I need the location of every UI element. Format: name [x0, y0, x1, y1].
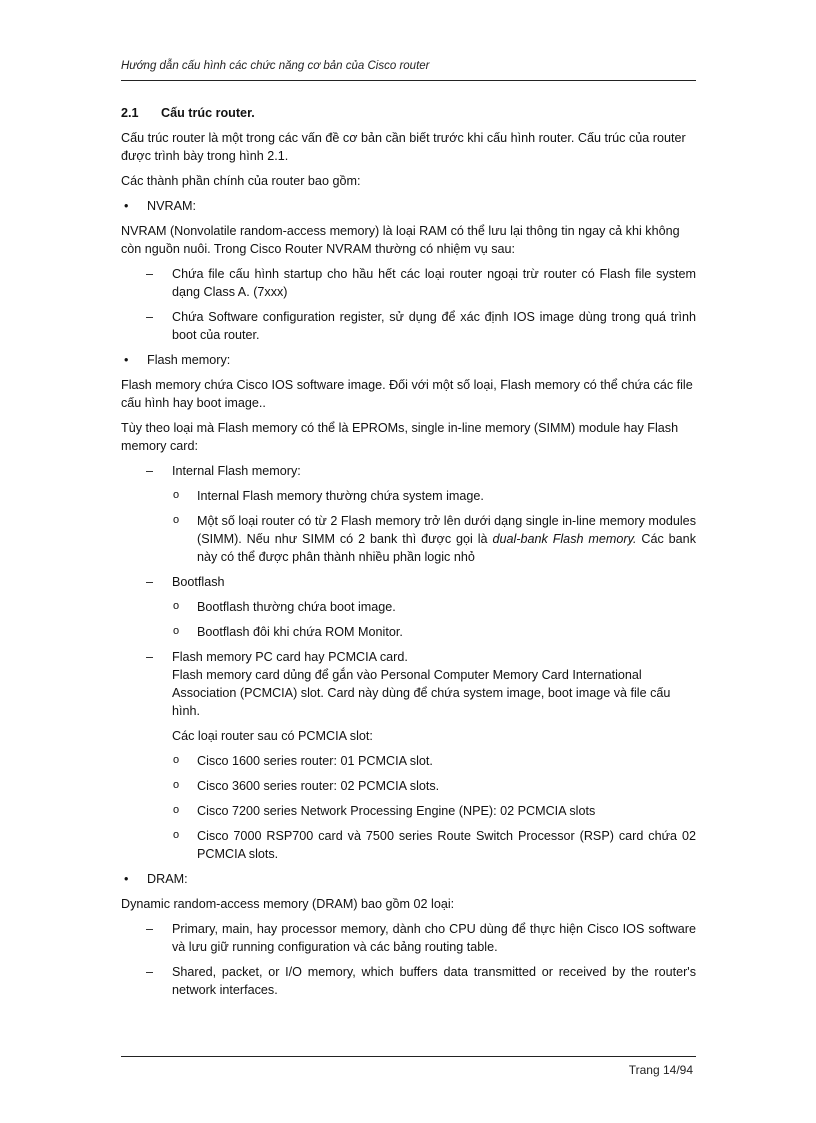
pcmcia-desc: Flash memory card dủng để gắn vào Personal Computer Memory Card International Association (PCMCIA) slot. Card này dùng để chứa system image, boot image và file cấu hình. — [172, 668, 671, 718]
pcmcia-item: o Cisco 3600 series router: 02 PCMCIA slots. — [121, 777, 696, 795]
internal-flash-item: o Internal Flash memory thường chứa system image. — [121, 487, 696, 505]
bullet-dram: • DRAM: — [121, 870, 696, 888]
bullet-flash: • Flash memory: — [121, 351, 696, 369]
page-content — [121, 104, 696, 1006]
bootflash-item: o Bootflash đôi khi chứa ROM Monitor. — [121, 623, 696, 641]
nvram-item: – Chứa file cấu hình startup cho hầu hết các loại router ngoại trừ router có Flash file system dạng Class A. (7xxx) — [121, 265, 696, 301]
bootflash-item: o Bootflash thường chứa boot image. — [121, 598, 696, 616]
page-header: Hướng dẫn cấu hình các chức năng cơ bản của Cisco router — [121, 60, 430, 72]
internal-flash-item — [121, 512, 696, 566]
bootflash-label: – Bootflash — [121, 573, 696, 591]
page-number: Trang 14/94 — [628, 1063, 693, 1077]
internal-flash-item-tail: Các bank này có thể được phân thành nhiều phần logic nhỏ — [197, 532, 696, 564]
intro-paragraph: Cấu trúc router là một trong các vấn đề cơ bản cần biết trước khi cấu hình router. Cấu trúc của router được trình bày trong hình 2.1. — [121, 131, 686, 163]
internal-flash-label: – Internal Flash memory: — [121, 462, 696, 480]
header-rule — [121, 80, 696, 81]
pcmcia-item: o Cisco 1600 series router: 01 PCMCIA slot. — [121, 752, 696, 770]
bullet-nvram: • NVRAM: — [121, 197, 696, 215]
footer-rule — [121, 1056, 696, 1057]
section-number: 2.1 — [121, 106, 139, 120]
components-intro: Các thành phần chính của router bao gồm: — [121, 174, 361, 188]
internal-flash-item-text: Một số loại router có từ 2 Flash memory trở lên dưới dạng single in-line memory modules (SIMM). Nếu như SIMM có 2 bank thì được gọi là — [197, 514, 696, 546]
pcmcia-item: o Cisco 7200 series Network Processing Engine (NPE): 02 PCMCIA slots — [121, 802, 696, 820]
nvram-item: – Chứa Software configuration register, sử dụng để xác định IOS image dùng trong quá trình boot của router. — [121, 308, 696, 344]
dual-bank-term: dual-bank Flash memory. — [492, 532, 637, 546]
nvram-desc: NVRAM (Nonvolatile random-access memory) là loại RAM có thể lưu lại thông tin ngay cả khi không còn nguồn nuôi. Trong Cisco Router NVRAM thường có nhiệm vụ sau: — [121, 224, 680, 256]
pcmcia-item: o Cisco 7000 RSP700 card và 7500 series Route Switch Processor (RSP) card chứa 02 PCMCIA slots. — [121, 827, 696, 863]
flash-desc-2: Tùy theo loại mà Flash memory có thể là EPROMs, single in-line memory (SIMM) module hay Flash memory card: — [121, 421, 679, 453]
pcmcia-label: – Flash memory PC card hay PCMCIA card. — [172, 650, 408, 664]
pcmcia-block — [121, 648, 696, 720]
dram-item: – Primary, main, hay processor memory, dành cho CPU dùng để thực hiện Cisco IOS software và lưu giữ running configuration và các bảng routing table. — [121, 920, 696, 956]
section-heading — [121, 104, 696, 122]
pcmcia-list-intro: Các loại router sau có PCMCIA slot: — [172, 729, 373, 743]
dram-desc: Dynamic random-access memory (DRAM) bao gồm 02 loại: — [121, 897, 455, 911]
dram-item: – Shared, packet, or I/O memory, which buffers data transmitted or received by the router's network interfaces. — [121, 963, 696, 999]
flash-desc-1: Flash memory chứa Cisco IOS software image. Đối với một số loại, Flash memory có thể chứa các file cấu hình hay boot image.. — [121, 378, 693, 410]
section-title: Cấu trúc router. — [161, 106, 255, 120]
